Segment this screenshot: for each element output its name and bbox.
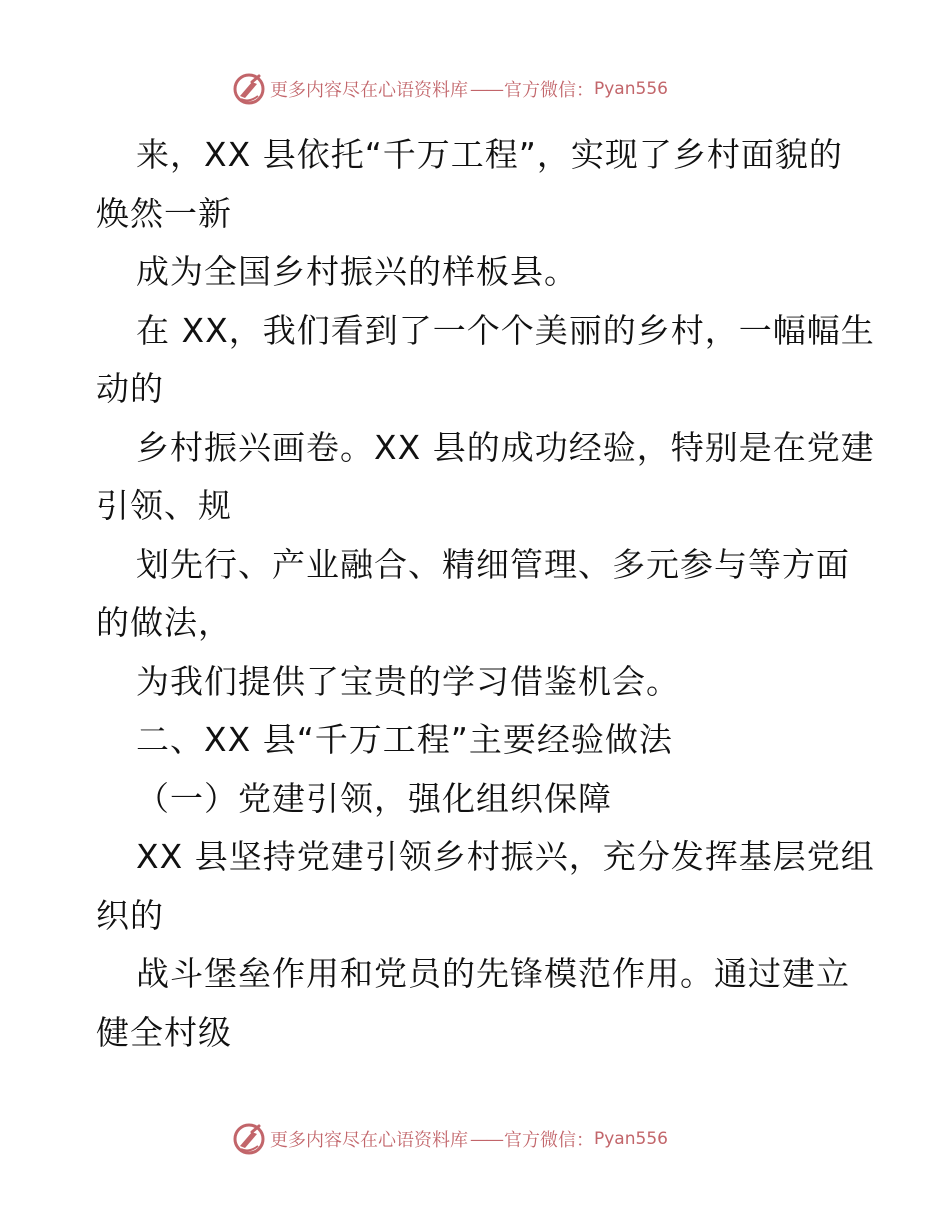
footer-wechat-id: Pyan556 xyxy=(594,1129,668,1149)
header-wechat-id: Pyan556 xyxy=(594,79,668,99)
header-brand-text: 更多内容尽在心语资料库 xyxy=(270,80,468,101)
footer-brand-text: 更多内容尽在心语资料库 xyxy=(270,1130,468,1151)
footer-banner xyxy=(232,1122,752,1156)
paragraph: 成为全国乡村振兴的样板县。 xyxy=(136,252,578,291)
paragraph: 战斗堡垒作用和党员的先锋模范作用。通过建立健全村级 xyxy=(96,954,850,1052)
header-wechat-label: 官方微信： xyxy=(504,80,594,101)
paragraph: 为我们提供了宝贵的学习借鉴机会。 xyxy=(136,661,680,701)
header-dash: —— xyxy=(470,78,502,100)
subsection-heading: （一）党建引领，强化组织保障 xyxy=(136,778,612,818)
section-heading: 二、XX 县“千万工程”主要经验做法 xyxy=(136,720,673,759)
header-banner xyxy=(232,72,752,106)
document-body xyxy=(96,126,876,1062)
brand-logo-icon xyxy=(232,72,266,106)
footer-dash: —— xyxy=(470,1128,502,1150)
paragraph: 在 XX，我们看到了一个个美丽的乡村，一幅幅生动的 xyxy=(96,310,875,408)
paragraph: XX 县坚持党建引领乡村振兴，充分发挥基层党组织的 xyxy=(96,837,875,935)
paragraph: 乡村振兴画卷。XX 县的成功经验，特别是在党建引领、规 xyxy=(96,427,875,525)
paragraph: 划先行、产业融合、精细管理、多元参与等方面的做法， xyxy=(96,544,850,642)
brand-logo-icon xyxy=(232,1122,266,1156)
paragraph: 来，XX 县依托“千万工程”，实现了乡村面貌的焕然一新 xyxy=(96,135,843,233)
footer-wechat-label: 官方微信： xyxy=(504,1130,594,1151)
